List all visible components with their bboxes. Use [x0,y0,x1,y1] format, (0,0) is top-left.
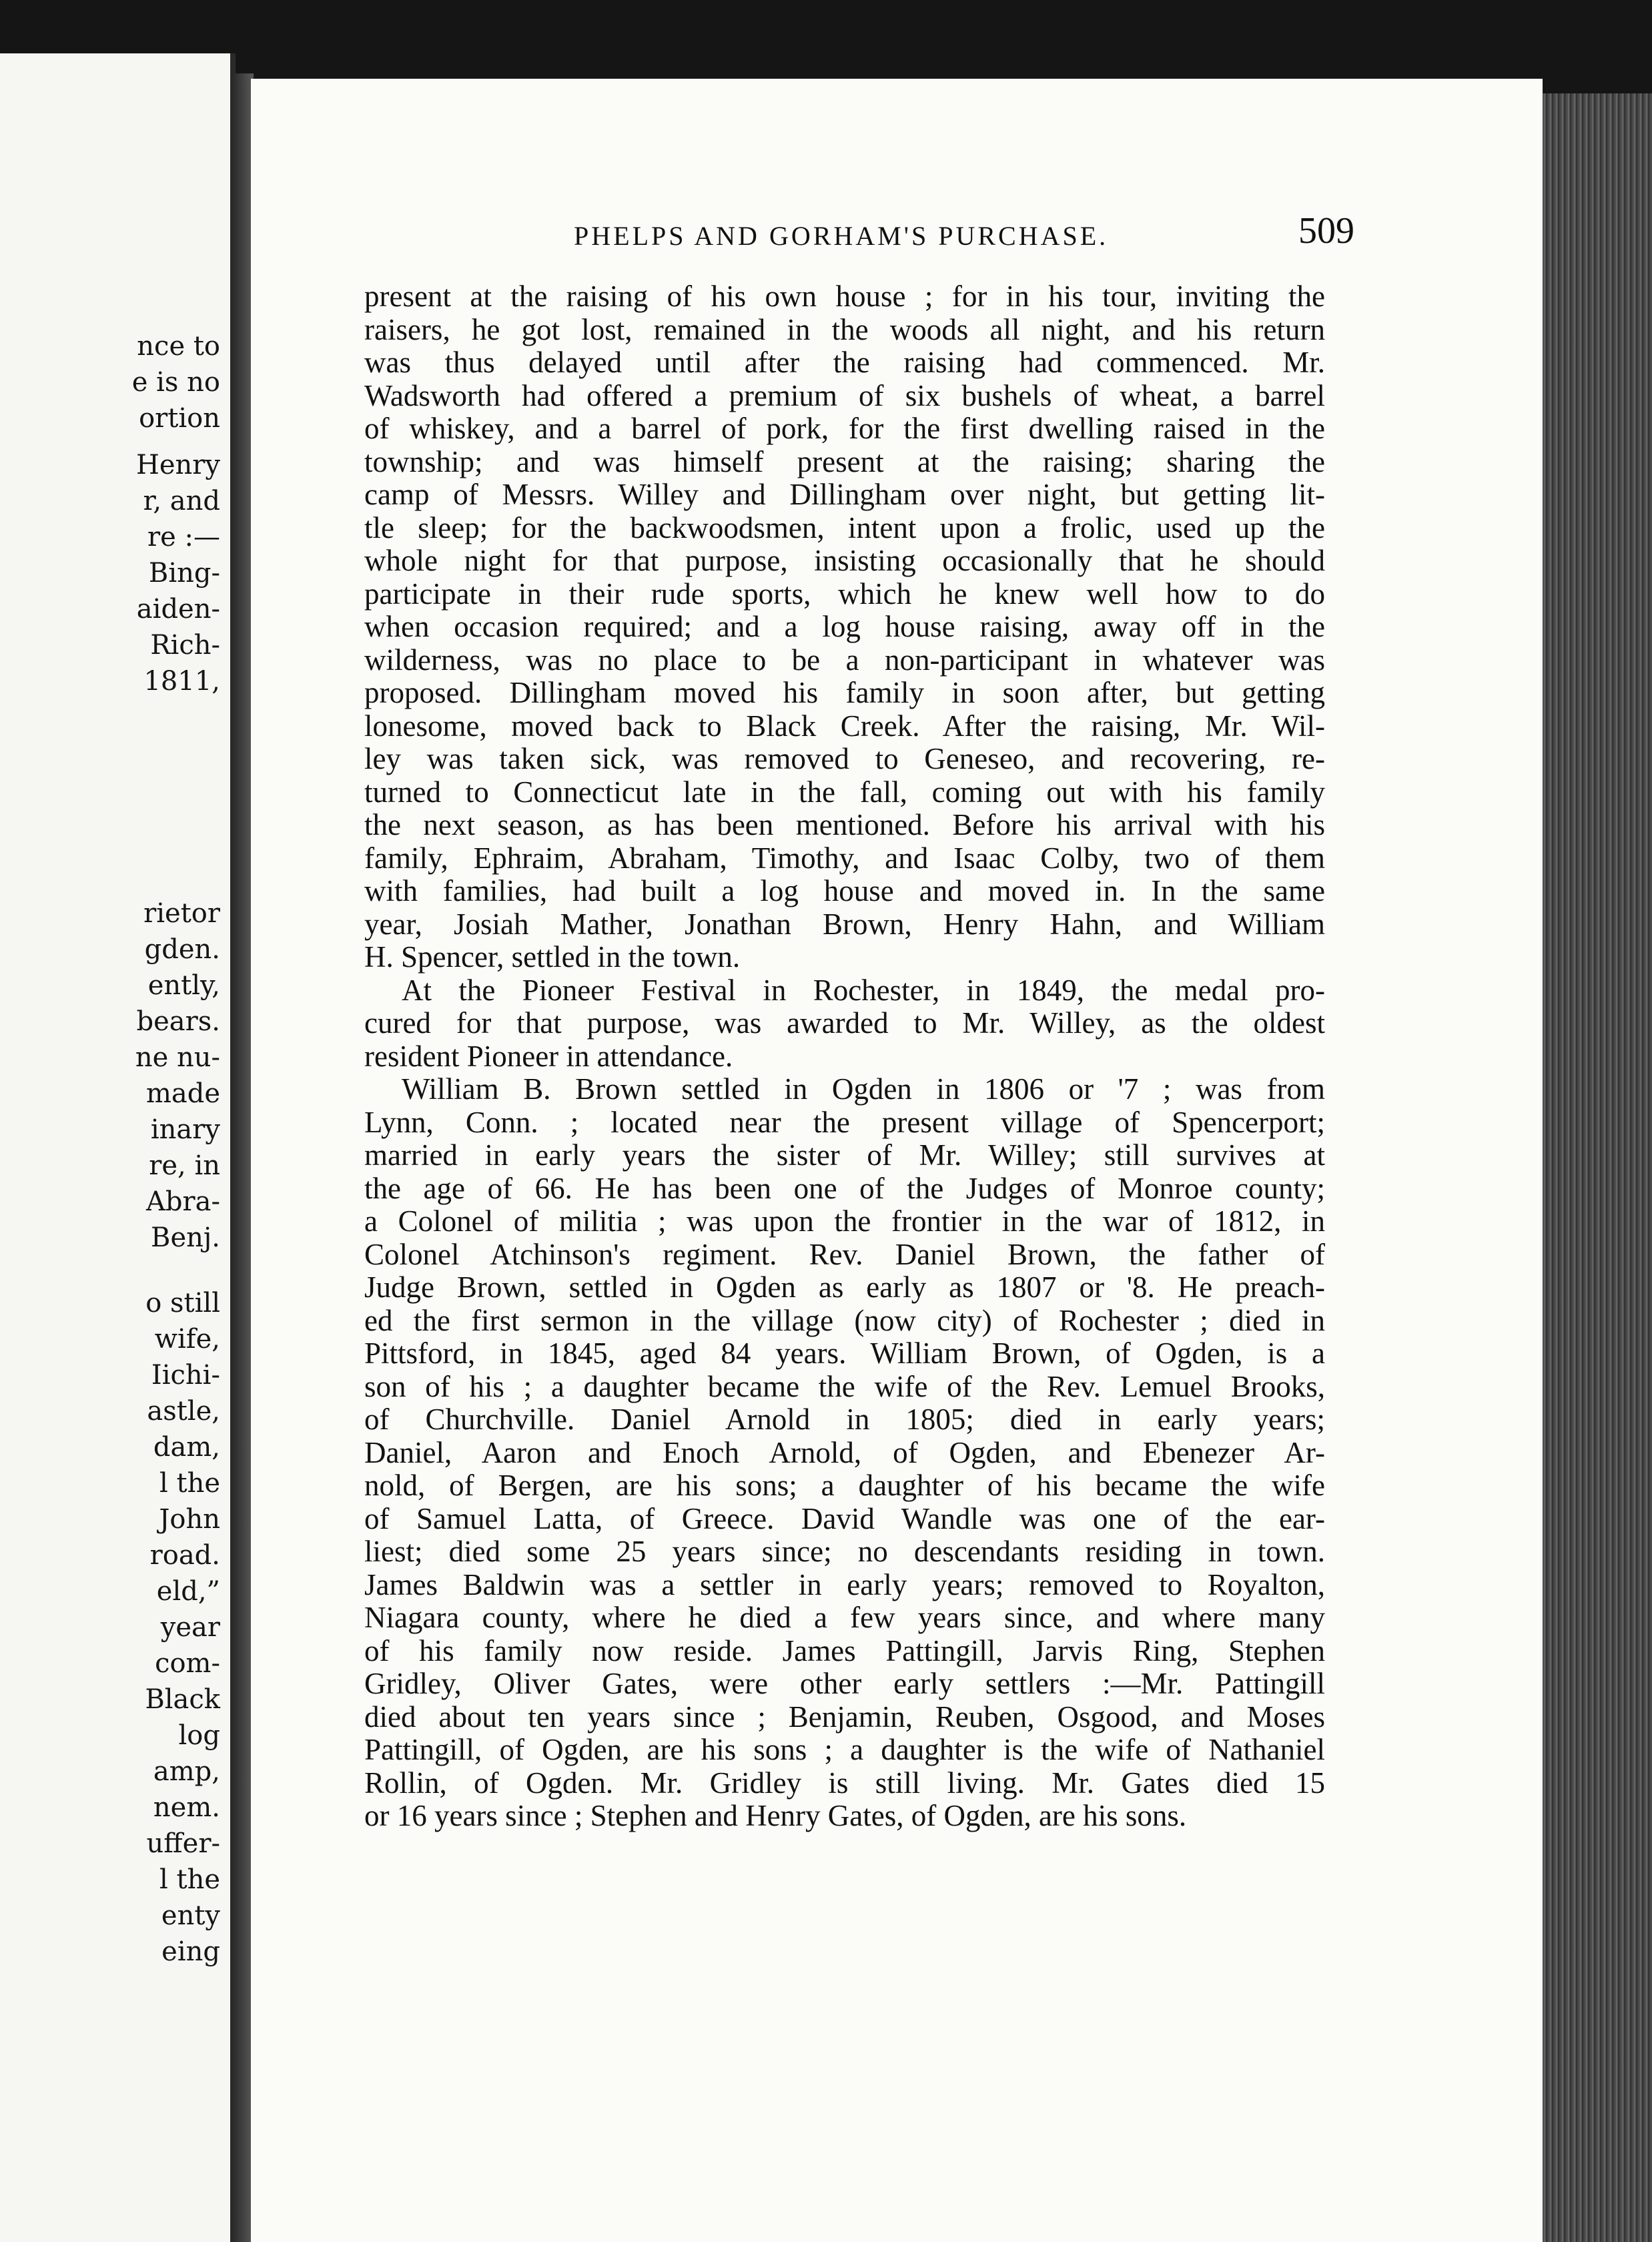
previous-page-line: o still [145,1288,220,1319]
previous-page-line: Bing- [148,558,220,589]
previous-page-line: eld,” [156,1576,220,1607]
text-line: of his family now reside. James Pattingill, Jarvis Ring, Stephen [364,1633,1325,1667]
previous-page-line: road. [149,1540,220,1571]
text-line: H. Spencer, settled in the town. [364,940,741,974]
text-line: tle sleep; for the backwoodsmen, intent upon a frolic, used up the [364,510,1325,544]
text-line: lonesome, moved back to Black Creek. After the raising, Mr. Wil- [364,709,1325,743]
previous-page-line: e is no [131,367,220,398]
previous-page-line: inary [150,1114,220,1145]
previous-page-line: aiden- [136,594,220,625]
text-line: married in early years the sister of Mr. Willey; still survives at [364,1138,1325,1172]
text-line: was thus delayed until after the raising had commenced. Mr. [364,346,1325,379]
text-line: of Samuel Latta, of Greece. David Wandle was one of the ear- [364,1501,1325,1535]
previous-page-line: nce to [137,331,220,362]
previous-page-line: uffer- [146,1828,220,1859]
previous-page-line: re :— [147,522,220,552]
text-line: present at the raising of his own house ; for in his tour, inviting the [364,280,1325,313]
text-line: township; and was himself present at the raising; sharing the [364,444,1325,478]
previous-page-line: Iichi- [151,1360,220,1391]
text-line: or 16 years since ; Stephen and Henry Gates, of Ogden, are his sons. [364,1799,1187,1832]
text-line: wilderness, was no place to be a non-participant in whatever was [364,643,1325,677]
text-line: resident Pioneer in attendance. [364,1039,733,1073]
previous-page-line: ently, [147,970,220,1001]
previous-page-line: Black [145,1684,220,1715]
text-line: Gridley, Oliver Gates, were other early settlers :—Mr. Pattingill [364,1667,1325,1700]
previous-page-text-block [0,447,220,699]
page-edge [1543,93,1652,2242]
text-line: Judge Brown, settled in Ogden as early as 1807 or '8. He preach- [364,1270,1325,1304]
previous-page-fragment [0,53,236,2242]
previous-page-line: amp, [153,1756,220,1787]
text-line: family, Ephraim, Abraham, Timothy, and Isaac Colby, two of them [364,841,1325,875]
previous-page-line: Henry [135,450,220,480]
text-line: Colonel Atchinson's regiment. Rev. Daniel Brown, the father of [364,1237,1325,1271]
text-line: ed the first sermon in the village (now city) of Rochester ; died in [364,1303,1325,1337]
text-line: William B. Brown settled in Ogden in 1806 or '7 ; was from [402,1072,1325,1106]
previous-page-line: year [160,1612,220,1643]
text-line: died about ten years since ; Benjamin, Reuben, Osgood, and Moses [364,1700,1325,1734]
previous-page-line: re, in [149,1150,220,1181]
page-number: 509 [1298,210,1354,252]
previous-page-line: eing [161,1936,220,1967]
text-line: At the Pioneer Festival in Rochester, in 1849, the medal pro- [402,973,1325,1007]
text-line: Lynn, Conn. ; located near the present village of Spencerport; [364,1105,1325,1139]
previous-page-line: wife, [154,1324,220,1355]
text-line: proposed. Dillingham moved his family in soon after, but getting [364,676,1325,709]
body-text [364,280,1325,1833]
previous-page-line: rietor [143,898,220,929]
text-line: whole night for that purpose, insisting occasionally that he should [364,544,1325,577]
previous-page-line: dam, [153,1432,220,1463]
text-line: Pattingill, of Ogden, are his sons ; a daughter is the wife of Nathaniel [364,1733,1325,1766]
previous-page-line: gden. [144,934,220,965]
previous-page-line: enty [161,1900,220,1931]
text-line: participate in their rude sports, which he knew well how to do [364,577,1325,611]
text-line: Wadsworth had offered a premium of six bushels of wheat, a barrel [364,378,1325,412]
text-line: Niagara county, where he died a few years since, and where many [364,1601,1325,1634]
text-line: camp of Messrs. Willey and Dillingham over night, but getting lit- [364,478,1325,511]
previous-page-text-block [0,328,220,436]
text-line: when occasion required; and a log house raising, away off in the [364,610,1325,643]
text-line: liest; died some 25 years since; no descendants residing in town. [364,1535,1325,1568]
previous-page-line: l the [159,1864,220,1895]
previous-page-line: astle, [147,1396,220,1427]
previous-page-line: ortion [139,403,220,434]
text-line: Pittsford, in 1845, aged 84 years. William Brown, of Ogden, is a [364,1337,1325,1370]
previous-page-line: made [145,1078,220,1109]
previous-page-line: Benj. [151,1222,220,1253]
previous-page-text-block [0,1285,220,1970]
text-line: of whiskey, and a barrel of pork, for the first dwelling raised in the [364,412,1325,445]
previous-page-text-block [0,895,220,1256]
text-line: ley was taken sick, was removed to Geneseo, and recovering, re- [364,742,1325,775]
text-line: nold, of Bergen, are his sons; a daughter of his became the wife [364,1469,1325,1502]
text-line: son of his ; a daughter became the wife of the Rev. Lemuel Brooks, [364,1369,1325,1403]
previous-page-line: r, and [143,486,220,516]
text-line: Daniel, Aaron and Enoch Arnold, of Ogden, and Ebenezer Ar- [364,1435,1325,1469]
previous-page-line: log [178,1720,220,1751]
previous-page-line: l the [159,1468,220,1499]
text-line: of Churchville. Daniel Arnold in 1805; died in early years; [364,1403,1325,1436]
text-line: with families, had built a log house and moved in. In the same [364,874,1325,907]
previous-page-line: nem. [153,1792,220,1823]
text-line: James Baldwin was a settler in early years; removed to Royalton, [364,1567,1325,1601]
previous-page-line: Rich- [150,630,220,661]
text-line: the age of 66. He has been one of the Judges of Monroe county; [364,1171,1325,1205]
text-line: raisers, he got lost, remained in the woods all night, and his return [364,312,1325,346]
previous-page-line: 1811, [143,666,220,697]
previous-page-line: bears. [136,1006,220,1037]
previous-page-line: John [159,1504,220,1535]
running-title: PHELPS AND GORHAM'S PURCHASE. [574,221,1109,251]
text-line: turned to Connecticut late in the fall, coming out with his family [364,775,1325,809]
previous-page-line: ne nu- [135,1042,220,1073]
running-head [327,207,1354,254]
text-line: cured for that purpose, was awarded to Mr. Willey, as the oldest [364,1006,1325,1040]
previous-page-line: Abra- [146,1186,220,1217]
text-line: year, Josiah Mather, Jonathan Brown, Henry Hahn, and William [364,907,1325,941]
text-line: the next season, as has been mentioned. Before his arrival with his [364,808,1325,841]
previous-page-line: com- [155,1648,220,1679]
text-line: a Colonel of militia ; was upon the frontier in the war of 1812, in [364,1204,1325,1238]
text-line: Rollin, of Ogden. Mr. Gridley is still living. Mr. Gates died 15 [364,1766,1325,1800]
